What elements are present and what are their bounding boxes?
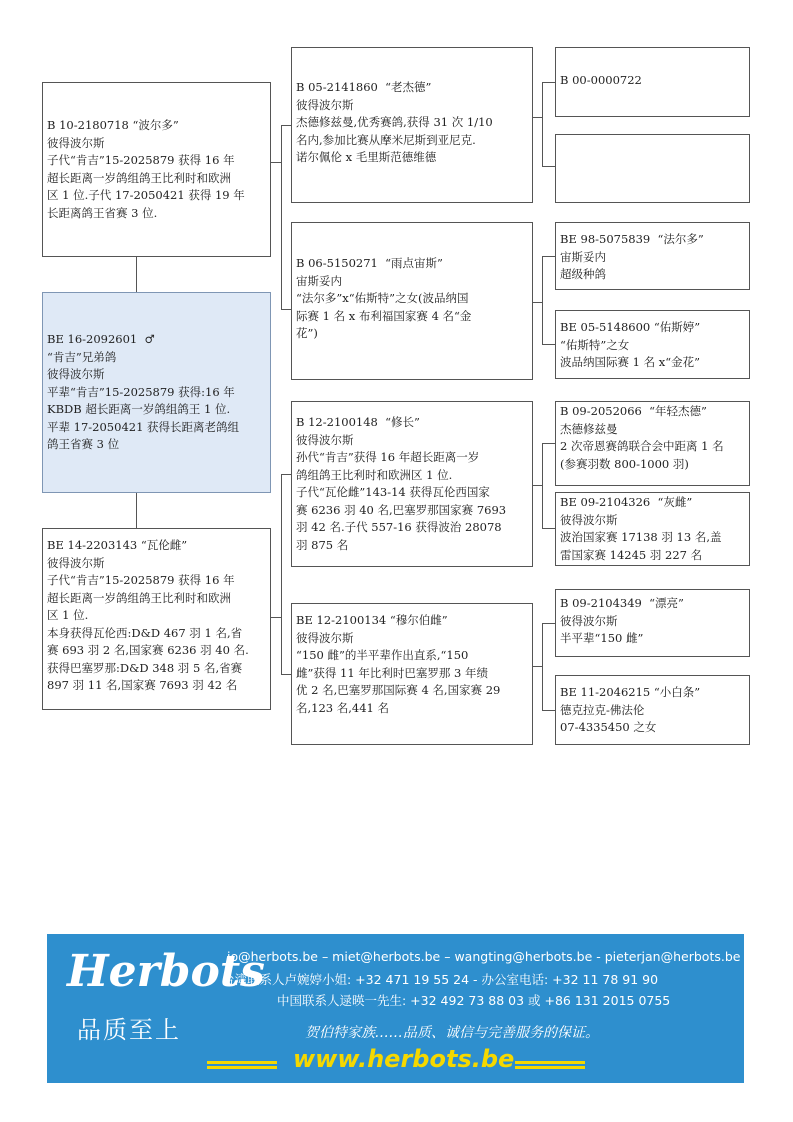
connector <box>542 443 555 444</box>
pedigree-text-line: 平辈 17-2050421 获得长距离老鸽组 <box>47 419 240 434</box>
dam-sire-box <box>291 401 533 567</box>
decorative-bar-left-2 <box>207 1066 277 1069</box>
pedigree-text-line: 雷国家赛 14245 羽 227 名 <box>560 547 703 562</box>
pigeon-ring-number: BE 12-2100134 “穆尔伯雌” <box>296 613 448 627</box>
connector <box>281 674 291 675</box>
connector <box>281 474 282 674</box>
connector <box>542 82 543 166</box>
pigeon-ring-number: B 09-2052066 “年轻杰德” <box>560 404 707 418</box>
pedigree-text-line: 区 1 位. <box>47 608 89 622</box>
pedigree-text-line: (参赛羽数 800-1000 羽) <box>560 456 689 471</box>
pigeon-ring-number: BE 14-2203143 “瓦伦雌” <box>47 538 188 552</box>
connector <box>136 493 137 528</box>
pedigree-text-line: 孙代“肯吉”获得 16 年超长距离一岁 <box>296 450 480 464</box>
connector <box>281 125 282 309</box>
pedigree-text-line: 超级种鸽 <box>560 267 606 281</box>
pigeon-ring-number: B 05-2141860 “老杰德” <box>296 80 432 94</box>
sds-box <box>555 222 750 290</box>
pedigree-text-line: 杰德修兹曼,优秀赛鸽,获得 31 次 1/10 <box>296 115 493 129</box>
pedigree-text-line: “法尔多”x“佑斯特”之女(波品纳国 <box>296 291 469 305</box>
pedigree-text-line: 超长距离一岁鸽组鸽王比利时和欧洲 <box>47 590 231 605</box>
connector <box>533 485 542 486</box>
pigeon-ring-number: BE 98-5075839 “法尔多” <box>560 232 704 246</box>
connector <box>542 166 555 167</box>
pedigree-text-line: 羽 42 名.子代 557-16 获得波治 28078 <box>296 520 502 534</box>
pedigree-text-line: 区 1 位.子代 17-2050421 获得 19 年 <box>47 188 245 202</box>
pedigree-text-line: 彼得波尔斯 <box>47 555 105 570</box>
pedigree-text-line: 诺尔佩伦 x 毛里斯范德维德 <box>296 150 437 164</box>
website-link[interactable]: www.herbots.be <box>293 1045 515 1073</box>
ddd-box <box>555 675 750 745</box>
pigeon-ring-number: BE 05-5148600 “佑斯婷” <box>560 320 701 334</box>
taiwan-contact: 台湾联系人卢婉婷小姐: +32 471 19 55 24 - 办公室电话: +32 11 78 91 90 <box>222 972 659 987</box>
pedigree-text-line: 彼得波尔斯 <box>560 512 618 527</box>
pigeon-ring-number: B 12-2100148 “修长” <box>296 415 420 429</box>
pigeon-ring-number: BE 11-2046215 “小白条” <box>560 685 701 699</box>
pedigree-text-line: 宙斯妥内 <box>296 273 342 288</box>
pedigree-text-line: 赛 6236 羽 40 名,巴塞罗那国家赛 7693 <box>296 502 507 517</box>
pedigree-text-line: “肯吉”兄弟鸽 <box>47 349 117 364</box>
sire-box <box>42 82 271 257</box>
herbots-logo: Herbots <box>67 946 265 997</box>
sdd-box <box>555 310 750 379</box>
dsd-box <box>555 492 750 566</box>
pedigree-text-line: 子代“瓦伦雌”143-14 获得瓦伦西国家 <box>296 485 490 499</box>
connector <box>271 617 281 618</box>
connector <box>542 710 555 711</box>
pigeon-ring-number: BE 16-2092601 ♂ <box>47 332 155 346</box>
ssd-box <box>555 134 750 203</box>
pigeon-ring-number: B 00-0000722 <box>560 73 642 87</box>
pedigree-text-line: 赛 693 羽 2 名,国家赛 6236 羽 40 名. <box>47 643 249 657</box>
connector <box>542 256 543 344</box>
slogan: 品质至上 <box>77 1016 181 1044</box>
pedigree-text-line: 2 次帝恩赛鸽联合会中距离 1 名 <box>560 439 724 453</box>
connector <box>136 257 137 292</box>
connector <box>542 82 555 83</box>
subject-box <box>42 292 271 493</box>
pedigree-text-line: 花”) <box>296 326 318 340</box>
decorative-bar-right <box>515 1061 585 1064</box>
pedigree-text-line: 07-4335450 之女 <box>560 720 657 734</box>
pedigree-text-line: 优 2 名,巴塞罗那国际赛 4 名,国家赛 29 <box>296 683 501 697</box>
pedigree-text-line: 波品纳国际赛 1 名 x“金花” <box>560 355 701 369</box>
pedigree-text-line: 彼得波尔斯 <box>47 135 105 150</box>
pedigree-text-line: 鸽王省赛 3 位 <box>47 437 120 451</box>
connector <box>533 302 542 303</box>
pedigree-text-line: 彼得波尔斯 <box>47 367 105 381</box>
connector <box>542 256 555 257</box>
pedigree-text-line: 超长距离一岁鸽组鸽王比利时和欧洲 <box>47 170 231 185</box>
pedigree-text-line: 897 羽 11 名,国家赛 7693 羽 42 名 <box>47 678 238 692</box>
pedigree-text-line: “150 雌”的半平辈作出直系,“150 <box>296 648 469 662</box>
sss-box <box>555 47 750 117</box>
pedigree-text-line: 长距离鸽王省赛 3 位. <box>47 205 158 220</box>
pedigree-text-line: 本身获得瓦伦西:D&D 467 羽 1 名,省 <box>47 625 243 640</box>
pedigree-text-line: 半平辈“150 雌” <box>560 631 644 645</box>
connector <box>542 623 555 624</box>
pedigree-text-line: 子代“肯吉”15-2025879 获得 16 年 <box>47 153 235 167</box>
pedigree-text-line: 名,123 名,441 名 <box>296 700 390 715</box>
connector <box>281 125 291 126</box>
email-line: jo@herbots.be – miet@herbots.be – wangting@herbots.be - pieterjan@herbots.be <box>227 949 741 964</box>
tagline: 贺伯特家族……品质、诚信与完善服务的保证。 <box>305 1025 599 1041</box>
decorative-bar-right-2 <box>515 1066 585 1069</box>
pedigree-text-line: 平辈“肯吉”15-2025879 获得:16 年 <box>47 384 235 399</box>
connector <box>542 623 543 710</box>
sire-sire-box <box>291 47 533 203</box>
connector <box>533 666 542 667</box>
connector <box>271 162 281 163</box>
pedigree-text-line: 获得巴塞罗那:D&D 348 羽 5 名,省赛 <box>47 660 243 675</box>
connector <box>542 344 555 345</box>
pigeon-ring-number: B 06-5150271 “雨点宙斯” <box>296 256 443 270</box>
pedigree-text-line: 彼得波尔斯 <box>296 97 354 112</box>
pedigree-text-line: KBDB 超长距离一岁鸽组鸽王 1 位. <box>47 402 231 416</box>
dss-box <box>555 401 750 486</box>
pedigree-text-line: 子代“肯吉”15-2025879 获得 16 年 <box>47 573 235 587</box>
pedigree-text-line: 彼得波尔斯 <box>296 630 354 645</box>
dam-box <box>42 528 271 710</box>
pedigree-text-line: 鸽组鸽王比利时和欧洲区 1 位. <box>296 467 453 482</box>
footer-banner <box>47 934 744 1083</box>
connector <box>281 474 291 475</box>
pedigree-text-line: 羽 875 名 <box>296 537 349 552</box>
pedigree-text-line: 波治国家赛 17138 羽 13 名,盖 <box>560 530 722 544</box>
connector <box>533 117 542 118</box>
pedigree-text-line: 雌”获得 11 年比利时巴塞罗那 3 年绩 <box>296 665 488 680</box>
connector <box>542 443 543 528</box>
dam-dam-box <box>291 603 533 745</box>
pedigree-text-line: 宙斯妥内 <box>560 249 606 264</box>
decorative-bar-left <box>207 1061 277 1064</box>
connector <box>542 528 555 529</box>
pedigree-text-line: 际赛 1 名 x 布利福国家赛 4 名“金 <box>296 308 472 323</box>
sire-dam-box <box>291 222 533 380</box>
pedigree-text-line: 名内,参加比赛从摩米尼斯到亚尼克. <box>296 132 476 147</box>
connector <box>281 309 291 310</box>
pigeon-ring-number: BE 09-2104326 “灰雌” <box>560 495 693 509</box>
pedigree-text-line: “佑斯特”之女 <box>560 337 630 352</box>
pigeon-ring-number: B 10-2180718 “波尔多” <box>47 118 179 132</box>
pigeon-ring-number: B 09-2104349 “漂亮” <box>560 596 684 610</box>
pedigree-text-line: 杰德修兹曼 <box>560 421 618 436</box>
pedigree-text-line: 德克拉克-佛法伦 <box>560 702 645 717</box>
pedigree-text-line: 彼得波尔斯 <box>560 613 618 628</box>
china-contact: 中国联系人逯暎一先生: +32 492 73 88 03 或 +86 131 2015 0755 <box>277 993 671 1008</box>
dds-box <box>555 589 750 657</box>
pedigree-text-line: 彼得波尔斯 <box>296 432 354 447</box>
